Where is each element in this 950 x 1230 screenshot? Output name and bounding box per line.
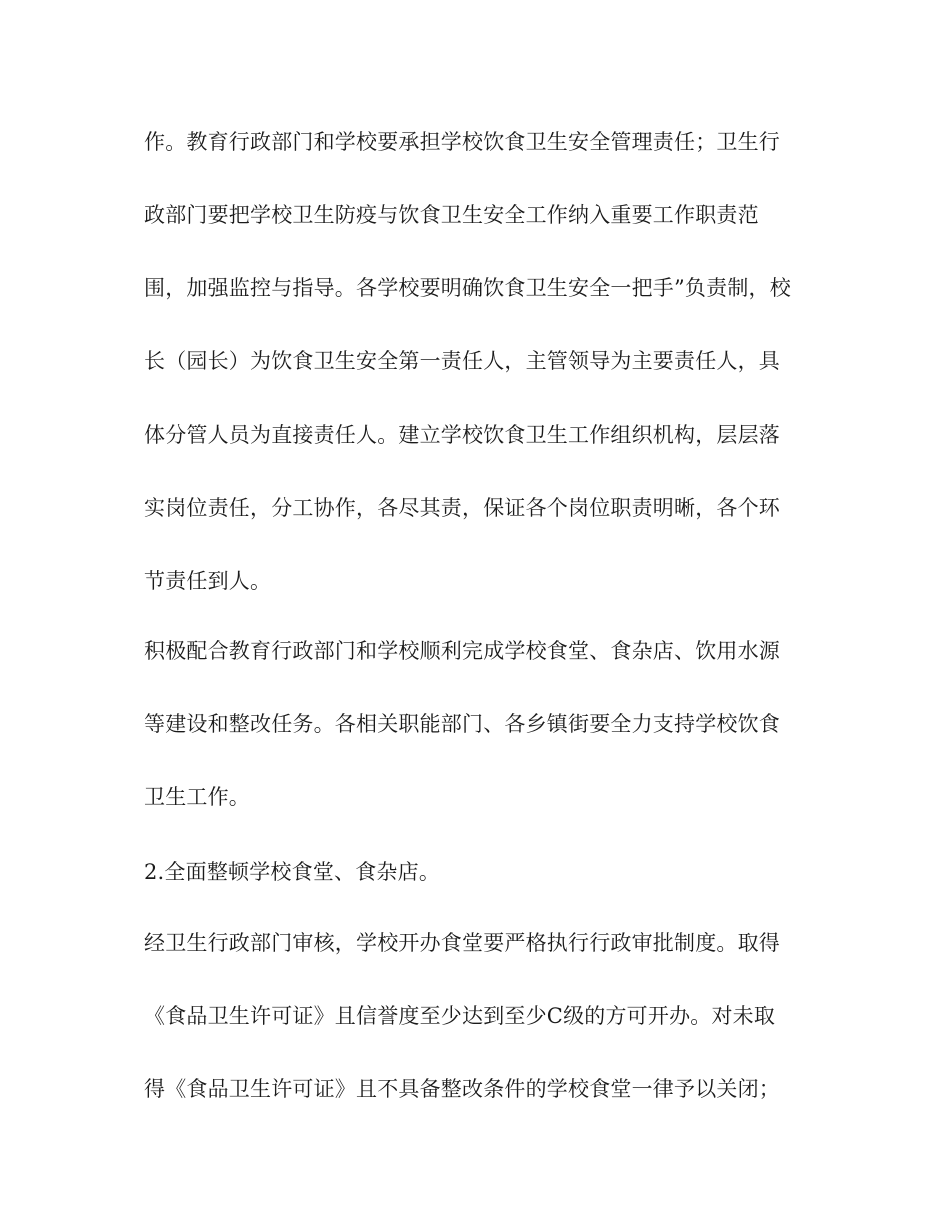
text-line-9: 等建设和整改任务。各相关职能部门、各乡镇街要全力支持学校饮食 [144, 712, 780, 736]
text-line-6: 实岗位责任，分工协作，各尽其责，保证各个岗位职责明晰，各个环 [144, 496, 780, 520]
text-line-13: 《食品卫生许可证》且信誉度至少达到至少C级的方可开办。对未取 [144, 1004, 776, 1028]
text-line-10: 卫生工作。 [144, 785, 250, 809]
text-line-12: 经卫生行政部门审核，学校开办食堂要严格执行行政审批制度。取得 [144, 931, 780, 955]
text-line-3: 围，加强监控与指导。各学校要明确饮食卫生安全一把手”负责制，校 [144, 276, 791, 300]
text-line-1: 作。教育行政部门和学校要承担学校饮食卫生安全管理责任；卫生行 [144, 130, 780, 154]
text-line-5: 体分管人员为直接责任人。建立学校饮食卫生工作组织机构，层层落 [144, 423, 780, 447]
text-line-4: 长（园长）为饮食卫生安全第一责任人，主管领导为主要责任人，具 [144, 349, 780, 373]
text-line-7: 节责任到人。 [144, 569, 272, 593]
text-line-14: 得《食品卫生许可证》且不具备整改条件的学校食堂一律予以关闭； [144, 1077, 780, 1101]
text-line-2: 政部门要把学校卫生防疫与饮食卫生安全工作纳入重要工作职责范 [144, 203, 759, 227]
text-line-8: 积极配合教育行政部门和学校顺利完成学校食堂、食杂店、饮用水源 [144, 639, 780, 663]
text-line-11: 2.全面整顿学校食堂、食杂店。 [144, 860, 441, 884]
